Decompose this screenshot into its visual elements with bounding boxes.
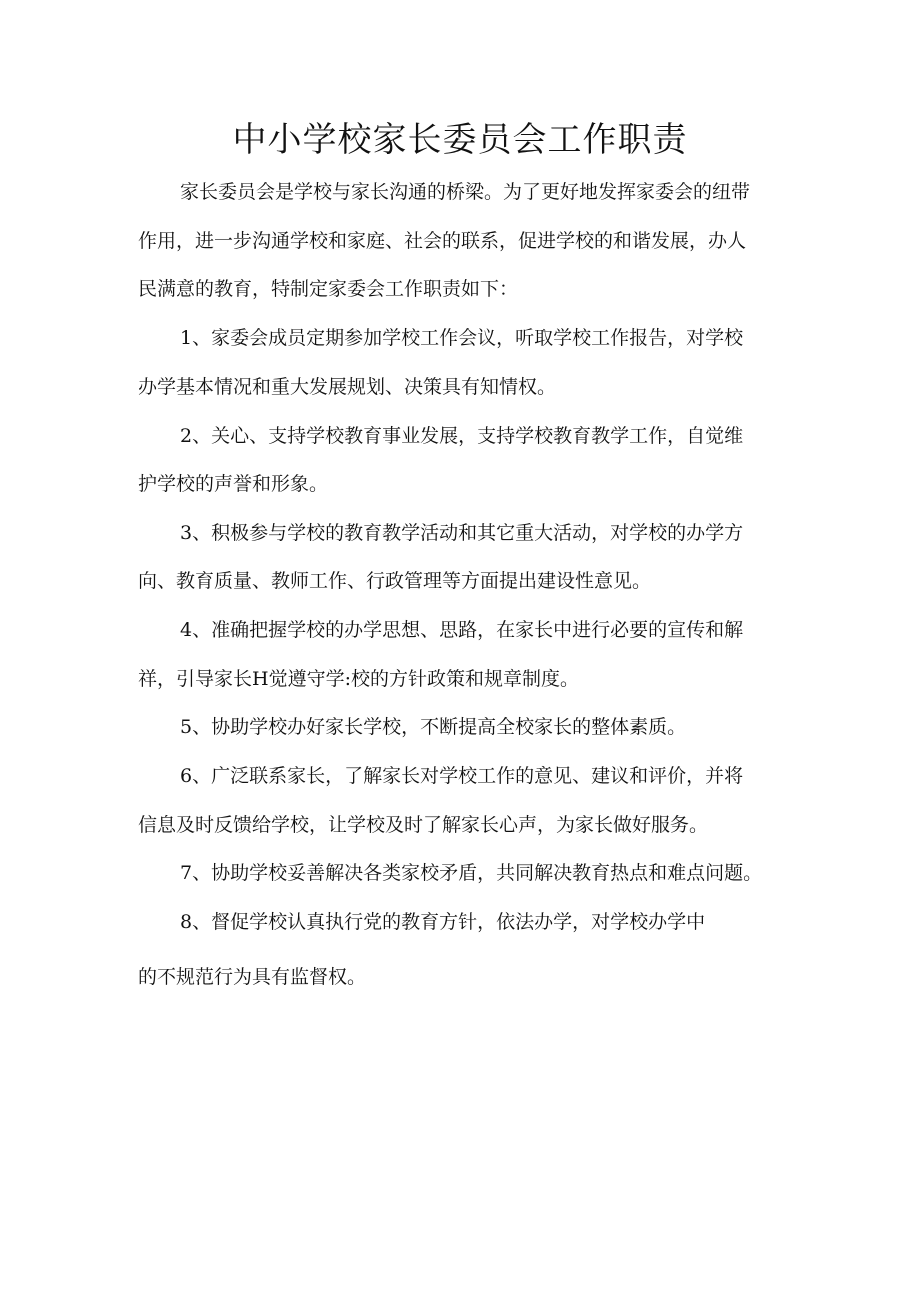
duty-item-5-line-1: 5、协助学校办好家长学校，不断提高全校家长的整体素质。 — [180, 716, 687, 738]
intro-line-1: 家长委员会是学校与家长沟通的桥梁。为了更好地发挥家委会的纽带 — [180, 181, 751, 203]
duty-item-1-line-2: 办学基本情况和重大发展规划、决策具有知情权。 — [138, 376, 557, 398]
duty-item-4-line-2: 祥，引导家长H觉遵守学:校的方针政策和规章制度。 — [138, 668, 579, 690]
intro-line-3: 民满意的教育，特制定家委会工作职责如下： — [138, 278, 519, 300]
duty-item-8-line-2: 的不规范行为具有监督权。 — [138, 966, 367, 988]
duty-item-2-line-1: 2、关心、支持学校教育事业发展，支持学校教育教学工作，自觉维 — [180, 425, 744, 447]
duty-item-6-line-1: 6、广泛联系家长，了解家长对学校工作的意见、建议和评价，并将 — [180, 765, 744, 787]
duty-item-7-line-1: 7、协助学校妥善解决各类家校矛盾，共同解决教育热点和难点问题。 — [180, 862, 763, 884]
duty-item-4-line-1: 4、准确把握学校的办学思想、思路，在家长中进行必要的宣传和解 — [180, 619, 744, 641]
duty-item-3-line-2: 向、教育质量、教师工作、行政管理等方面提出建设性意见。 — [138, 570, 652, 592]
document-title: 中小学校家长委员会工作职责 — [232, 120, 688, 160]
duty-item-6-line-2: 信息及时反馈给学校，让学校及时了解家长心声，为家长做好服务。 — [138, 814, 709, 836]
duty-item-1-line-1: 1、家委会成员定期参加学校工作会议，听取学校工作报告，对学校 — [180, 327, 744, 349]
duty-item-3-line-1: 3、积极参与学校的教育教学活动和其它重大活动，对学校的办学方 — [180, 522, 744, 544]
intro-line-2: 作用，进一步沟通学校和家庭、社会的联系，促进学校的和谐发展，办人 — [138, 230, 747, 252]
duty-item-8-line-1: 8、督促学校认真执行党的教育方针，依法办学，对学校办学中 — [180, 911, 706, 933]
duty-item-2-line-2: 护学校的声誉和形象。 — [138, 473, 329, 495]
